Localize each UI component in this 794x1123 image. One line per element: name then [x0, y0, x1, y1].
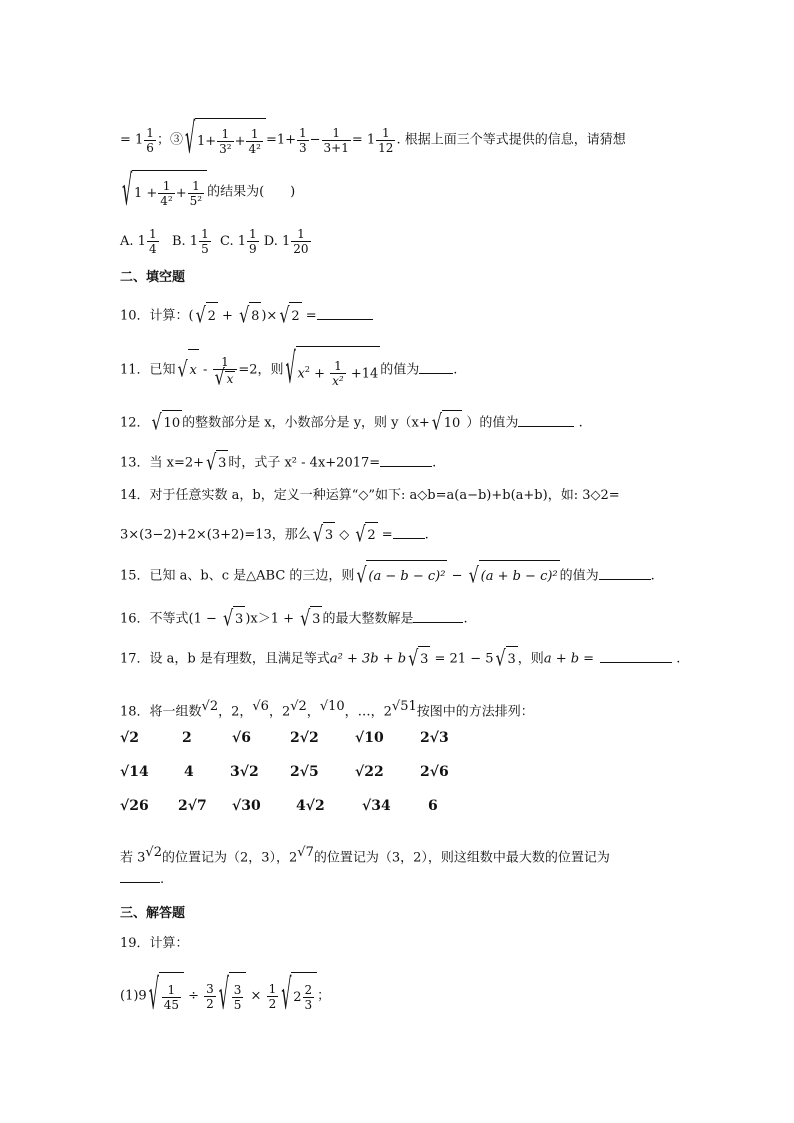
question-text: ，则: [517, 651, 544, 667]
denominator: 2: [206, 996, 214, 1011]
question-text: 11．已知: [120, 362, 176, 378]
option-label: A. 1: [120, 234, 146, 249]
radical: √ 8: [239, 302, 261, 330]
fraction: [188, 180, 204, 207]
numerator: 1: [158, 180, 174, 194]
option-a[interactable]: [120, 227, 160, 256]
period: .: [160, 872, 165, 887]
section-heading: 二、填空题: [120, 270, 186, 285]
fraction: [147, 228, 159, 255]
sup-radical: √2: [201, 699, 219, 714]
sup-radical: √51: [391, 699, 417, 714]
radical: √ 3: [408, 646, 430, 672]
answer-blank[interactable]: [380, 454, 432, 467]
divide-sign: ÷: [183, 988, 204, 1004]
fraction: [267, 983, 279, 1010]
exponent: 2: [304, 365, 310, 374]
fraction: [162, 984, 181, 1011]
paren: )×: [261, 308, 278, 324]
numerator: 2: [304, 983, 313, 997]
q9-text: ；③: [156, 132, 183, 148]
period: .: [432, 455, 437, 471]
numerator: 1: [376, 127, 395, 141]
question-text: 17．设 a，b 是有理数，且满足等式: [120, 651, 330, 667]
answer-blank[interactable]: [317, 307, 373, 320]
fraction: [376, 127, 395, 154]
question-text: 的位置记为（3，2），则这组数中最大数的位置记为: [313, 850, 610, 866]
grid-cell: 2√6: [420, 764, 449, 780]
grid-cell: √14: [120, 764, 149, 780]
fraction: [303, 984, 315, 1011]
grid-cell: √22: [355, 764, 384, 780]
grid-cell: 6: [428, 798, 438, 814]
radical: √ (a − b − c)²: [356, 560, 447, 592]
denominator: 5: [201, 242, 209, 256]
q10: [120, 302, 373, 330]
question-text: 若 3: [120, 850, 146, 866]
period: .: [424, 527, 429, 543]
fraction: [217, 128, 233, 155]
question-text: =2，则: [238, 362, 284, 378]
grid-cell: 2√5: [290, 764, 319, 780]
fraction: [213, 356, 238, 385]
period: .: [463, 611, 468, 627]
radical: √ 2: [355, 522, 377, 548]
radicand-text: +14: [346, 366, 379, 382]
sup-radical: √7: [297, 845, 314, 860]
grid-cell: √30: [232, 798, 261, 814]
denominator: 45: [163, 998, 179, 1012]
equals-text: = 1: [351, 132, 376, 148]
q9-text: 的结果为( ): [207, 184, 296, 200]
equation: a² + 3b + b: [329, 651, 407, 667]
q9-line2: [120, 170, 295, 210]
question-text: 15．已知 a、b、c 是△ABC 的三边，则: [120, 568, 355, 584]
numerator: √ 1: [162, 984, 181, 998]
equals-text: =: [301, 308, 317, 324]
numerator: 1: [291, 228, 310, 242]
sup-radical: √10: [319, 699, 345, 714]
radical: √ 3: [496, 646, 518, 672]
radical: [286, 346, 381, 394]
q14-line1: 14．对于任意实数 a，b，定义一种运算“◇”如下: a◇b=a(a−b)+b(a+b)，如: 3◇2=: [120, 488, 620, 503]
question-text: 时，式子 x² - 4x+2017=: [228, 455, 381, 471]
question-text: ，: [306, 704, 320, 720]
question-text: ，…，2: [344, 704, 392, 720]
times-sign: ×: [246, 988, 266, 1004]
radical: [185, 118, 266, 162]
numerator: 1: [146, 125, 154, 140]
denominator: 2: [268, 996, 277, 1011]
question-text: 10．计算：: [120, 308, 189, 324]
option-d[interactable]: [263, 227, 312, 256]
q18-answer-line: [120, 870, 164, 890]
numerator: 1: [249, 227, 257, 241]
denominator: 5²: [189, 194, 203, 208]
plus-sign: +: [217, 308, 238, 324]
fraction: [232, 984, 244, 1011]
grid-cell: 3√2: [230, 764, 259, 780]
denominator: 3+1: [323, 140, 349, 155]
plus-sign: +: [309, 366, 330, 382]
period: .: [672, 651, 681, 667]
grid-cell: 2: [182, 730, 192, 746]
grid-cell: 4: [184, 764, 194, 780]
radical: √ 3: [300, 606, 322, 632]
answer-blank[interactable]: [419, 361, 453, 374]
q18-after: [120, 840, 610, 871]
numerator: 1: [330, 360, 346, 374]
part-label: (1)9: [120, 988, 147, 1004]
grid-cell: 4√2: [296, 798, 325, 814]
numerator: 1: [213, 356, 238, 370]
period: .: [453, 362, 458, 378]
numerator: 1: [148, 227, 157, 241]
grid-cell: √6: [232, 730, 251, 746]
fraction: [199, 228, 211, 255]
q9-text: = 1: [120, 132, 144, 148]
question-text: 16．不等式(1 −: [120, 611, 222, 627]
denominator: 4: [148, 242, 157, 256]
numerator: 1: [246, 128, 262, 142]
q19-title: 19．计算：: [120, 936, 189, 951]
radical: √ 2: [279, 302, 301, 330]
radical: √ 10: [432, 410, 463, 436]
q9-text: =1+: [265, 132, 296, 148]
denominator: 20: [293, 242, 309, 256]
paren: (: [188, 308, 194, 324]
grid-cell: √10: [355, 730, 384, 746]
equals-text: =: [377, 527, 393, 543]
minus-sign: −: [309, 132, 321, 148]
q19-part1: [120, 972, 330, 1016]
radicand-text: 1+: [196, 134, 217, 149]
plus-sign: +: [234, 134, 246, 149]
grid-cell: √34: [362, 798, 391, 814]
fraction: [144, 127, 156, 154]
denominator: 9: [249, 242, 257, 256]
grid-cell: √2: [120, 730, 139, 746]
question-text: )x＞1 +: [245, 611, 299, 627]
fraction: [204, 983, 216, 1010]
grid-cell: 2√3: [420, 730, 449, 746]
answer-blank[interactable]: [600, 650, 672, 663]
q17: [120, 646, 680, 672]
fraction: [297, 127, 309, 154]
sup-radical: √2: [145, 845, 162, 860]
option-b[interactable]: [171, 227, 212, 256]
option-c[interactable]: [219, 227, 260, 256]
option-label: B. 1: [171, 234, 199, 249]
q9-text: . 根据上面三个等式提供的信息，请猜想: [396, 132, 626, 148]
question-text: 18．将一组数: [120, 704, 202, 720]
denominator: 5: [233, 998, 242, 1012]
answer-blank[interactable]: [599, 567, 651, 580]
denominator: 3²: [219, 142, 232, 156]
radical: [149, 972, 184, 1020]
denominator: √ x: [213, 370, 238, 385]
denominator: 4²: [160, 194, 173, 208]
q9-options: [120, 222, 312, 262]
grid-cell: 2√2: [290, 730, 319, 746]
q16: [120, 606, 468, 632]
numerator: 1: [322, 127, 351, 141]
option-label: C. 1: [219, 234, 247, 249]
question-text: 3×(3−2)+2×(3+2)=13，那么: [120, 527, 311, 543]
minus-sign: -: [198, 362, 212, 378]
question-text: 按图中的方法排列：: [416, 704, 534, 720]
grid-cell: √26: [120, 798, 149, 814]
fraction: [246, 128, 262, 155]
radical: √ 2: [196, 302, 218, 330]
radical: √ 3: [313, 522, 335, 548]
question-text: 的整数部分是 x，小数部分是 y，则 y（x+: [182, 415, 430, 431]
q14-line2: [120, 522, 429, 548]
plus-sign: +: [175, 186, 187, 201]
option-label: D. 1: [263, 234, 291, 249]
numerator: 1: [217, 128, 233, 142]
question-text: 的最大整数解是: [322, 611, 414, 627]
answer-blank[interactable]: [413, 610, 463, 623]
numerator: 1: [299, 125, 307, 140]
fraction: [158, 180, 174, 207]
q12: [120, 410, 583, 436]
equation: = 21 − 5: [430, 651, 494, 667]
radical: [122, 170, 207, 214]
denominator: x²: [332, 374, 344, 389]
q13: [120, 450, 436, 476]
numerator: 1: [201, 227, 209, 241]
denominator: 12: [378, 140, 394, 155]
denominator: 6: [146, 140, 154, 155]
q15: [120, 560, 655, 592]
minus-sign: −: [447, 568, 467, 584]
q11: [120, 346, 458, 389]
period: .: [650, 568, 655, 584]
fraction: [247, 228, 259, 255]
question-text: ）的值为: [462, 415, 519, 431]
section-heading: 三、解答题: [120, 906, 186, 921]
q9-line1: [120, 118, 626, 158]
radical: [281, 972, 317, 1020]
answer-blank[interactable]: [120, 870, 160, 883]
q18: [120, 694, 534, 725]
sup-radical: √2: [290, 699, 307, 714]
answer-blank[interactable]: [518, 414, 574, 427]
fraction: [322, 127, 351, 154]
question-text: ，2，: [218, 704, 253, 720]
answer-blank[interactable]: [393, 526, 425, 539]
question-text: 的值为: [380, 362, 420, 378]
fraction: [291, 228, 310, 255]
radical: √ 3: [206, 450, 228, 476]
question-text: ，2: [268, 704, 291, 720]
denominator: 3: [299, 140, 307, 155]
question-text: 的值为: [559, 568, 599, 584]
equation: a + b =: [543, 651, 595, 667]
question-text: 13．当 x=2+: [120, 455, 205, 471]
question-text: 12．: [120, 415, 150, 431]
numerator: √ 3: [233, 983, 242, 997]
numerator: 1: [188, 180, 204, 194]
radicand-text: 1 +: [134, 186, 158, 201]
fraction: [330, 360, 346, 387]
question-text: 的位置记为（2，3），2: [161, 850, 298, 866]
sup-radical: √6: [252, 699, 269, 714]
radical: √ (a + b − c)²: [469, 560, 560, 592]
semicolon: ；: [317, 988, 331, 1004]
numerator: 3: [206, 981, 214, 996]
radicand-text: 2: [293, 990, 302, 1005]
grid-cell: 2√7: [178, 798, 207, 814]
radical: √ x: [178, 349, 199, 391]
radical: √ 10: [152, 410, 183, 436]
denominator: 4²: [248, 142, 261, 156]
radical: √ 3: [223, 606, 245, 632]
period: .: [574, 415, 583, 431]
radical: [219, 972, 247, 1020]
variable: x: [297, 366, 305, 382]
diamond-operator: ◇: [335, 527, 354, 543]
numerator: 1: [268, 981, 277, 996]
denominator: 3: [304, 998, 313, 1012]
